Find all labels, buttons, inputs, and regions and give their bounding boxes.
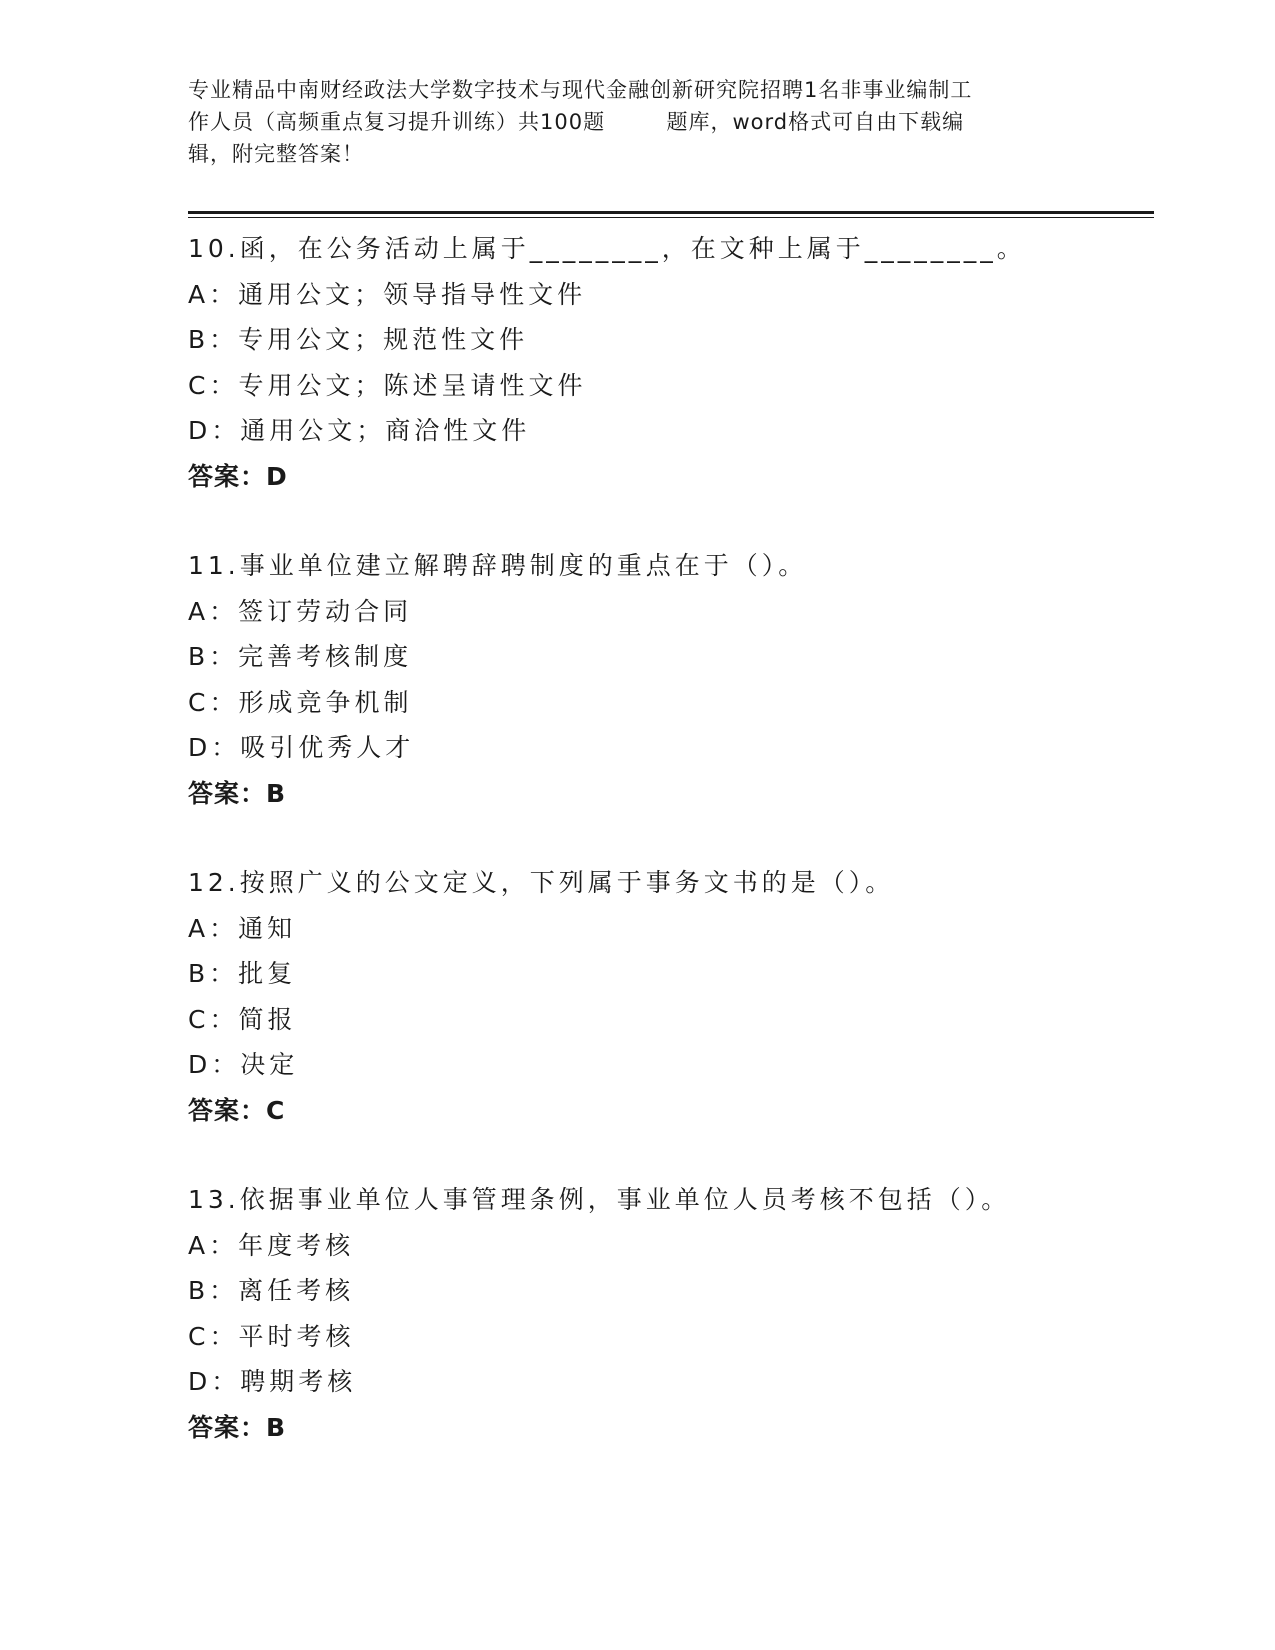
question-spacer	[188, 816, 1148, 860]
option-b: B：专用公文；规范性文件	[188, 325, 529, 354]
option-d: D：决定	[188, 1050, 299, 1079]
option-d: D：聘期考核	[188, 1367, 357, 1396]
option-c: C：平时考核	[188, 1321, 355, 1351]
header-title-line-2: 作人员（高频重点复习提升训练）共100题 题库，word格式可自由下载编	[188, 110, 965, 134]
option-b: B：批复	[188, 959, 297, 988]
question-11	[188, 543, 1148, 816]
option-a: A：通知	[188, 913, 297, 943]
option-a: A：签订劳动合同	[188, 596, 413, 626]
header-title-line-1: 专业精品中南财经政法大学数字技术与现代金融创新研究院招聘1名非事业编制工	[188, 78, 973, 102]
option-b: B：完善考核制度	[188, 642, 413, 671]
question-12	[188, 860, 1148, 1133]
answer: 答案：D	[188, 461, 288, 491]
question-spacer	[188, 1133, 1148, 1177]
answer: 答案：B	[188, 778, 287, 808]
answer: 答案：B	[188, 1412, 287, 1442]
document-header	[188, 74, 1088, 170]
question-stem: 11.事业单位建立解聘辞聘制度的重点在于（）。	[188, 551, 808, 580]
option-a: A：年度考核	[188, 1230, 355, 1260]
option-d: D：吸引优秀人才	[188, 733, 415, 762]
header-divider-thin	[188, 217, 1154, 218]
question-spacer	[188, 499, 1148, 543]
question-13	[188, 1177, 1148, 1450]
option-b: B：离任考核	[188, 1276, 355, 1305]
header-title-line-3: 辑，附完整答案！	[188, 142, 364, 166]
question-stem: 12.按照广义的公文定义，下列属于事务文书的是（）。	[188, 868, 895, 897]
option-d: D：通用公文；商洽性文件	[188, 416, 531, 445]
option-c: C：形成竞争机制	[188, 687, 413, 717]
question-10	[188, 226, 1148, 499]
option-a: A：通用公文；领导指导性文件	[188, 279, 587, 309]
answer: 答案：C	[188, 1095, 286, 1125]
question-list	[188, 226, 1148, 1450]
option-c: C：简报	[188, 1004, 297, 1034]
question-stem: 13.依据事业单位人事管理条例，事业单位人员考核不包括（）。	[188, 1185, 1011, 1214]
header-divider-thick	[188, 211, 1154, 214]
question-stem: 10.函，在公务活动上属于________，在文种上属于________。	[188, 234, 1026, 263]
option-c: C：专用公文；陈述呈请性文件	[188, 370, 587, 400]
